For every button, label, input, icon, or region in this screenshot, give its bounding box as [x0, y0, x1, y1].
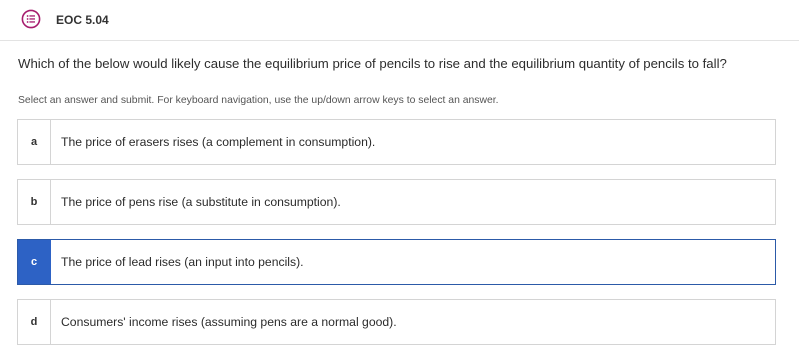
- answer-option-c[interactable]: [17, 239, 776, 285]
- option-text: The price of pens rise (a substitute in consumption).: [61, 195, 341, 209]
- list-circle-icon: [21, 9, 41, 29]
- option-text: Consumers' income rises (assuming pens are a normal good).: [61, 315, 397, 329]
- option-letter: a: [18, 120, 51, 164]
- option-letter: d: [18, 300, 51, 344]
- question-text: Which of the below would likely cause the equilibrium price of pencils to rise and the equilibrium quantity of pencils to fall?: [18, 56, 727, 71]
- question-title: EOC 5.04: [56, 13, 109, 27]
- answer-option-d[interactable]: [17, 299, 776, 345]
- option-text: The price of lead rises (an input into pencils).: [61, 255, 304, 269]
- option-letter: b: [18, 180, 51, 224]
- option-letter: c: [18, 240, 51, 284]
- answer-option-a[interactable]: [17, 119, 776, 165]
- question-header: [0, 0, 799, 41]
- instructions-text: Select an answer and submit. For keyboard navigation, use the up/down arrow keys to select an answer.: [18, 95, 499, 106]
- option-text: The price of erasers rises (a complement in consumption).: [61, 135, 376, 149]
- answer-option-b[interactable]: [17, 179, 776, 225]
